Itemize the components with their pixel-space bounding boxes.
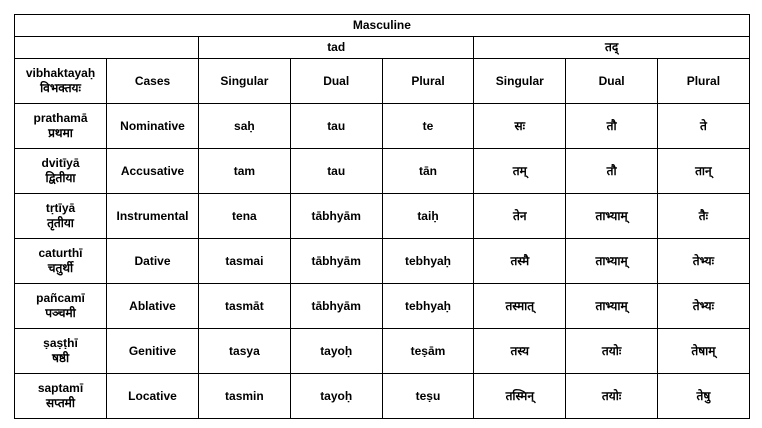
case-name-cell: Accusative bbox=[107, 149, 199, 194]
vibhakti-iast: dvitīyā bbox=[41, 156, 80, 170]
title-row bbox=[15, 15, 750, 37]
plural-header-deva: Plural bbox=[657, 59, 749, 104]
vibhakti-cell bbox=[15, 149, 107, 194]
dual-deva-cell: ताभ्याम् bbox=[566, 284, 658, 329]
plural-deva-cell: तेषु bbox=[657, 374, 749, 419]
table-row bbox=[15, 104, 750, 149]
case-name-cell: Dative bbox=[107, 239, 199, 284]
plural-deva-cell: ते bbox=[657, 104, 749, 149]
dual-deva-cell: तयोः bbox=[566, 374, 658, 419]
singular-deva-cell: तस्मिन् bbox=[474, 374, 566, 419]
dual-header-iast: Dual bbox=[290, 59, 382, 104]
empty-cell bbox=[15, 37, 199, 59]
table-row bbox=[15, 149, 750, 194]
vibhakti-iast: prathamā bbox=[33, 111, 88, 125]
plural-iast-cell: taiḥ bbox=[382, 194, 474, 239]
singular-deva-cell: तम् bbox=[474, 149, 566, 194]
plural-iast-cell: tebhyaḥ bbox=[382, 239, 474, 284]
dual-iast-cell: tau bbox=[290, 149, 382, 194]
group-iast-header: tad bbox=[199, 37, 474, 59]
dual-deva-cell: तयोः bbox=[566, 329, 658, 374]
vibhakti-iast: saptamī bbox=[37, 381, 84, 395]
singular-header-iast: Singular bbox=[199, 59, 291, 104]
vibhakti-iast: pañcamī bbox=[36, 291, 85, 305]
vibhakti-iast: tṛtīyā bbox=[45, 201, 76, 215]
plural-iast-cell: tān bbox=[382, 149, 474, 194]
vibhakti-cell bbox=[15, 329, 107, 374]
singular-deva-cell: तस्य bbox=[474, 329, 566, 374]
group-deva-header: तद् bbox=[474, 37, 749, 59]
dual-iast-cell: tābhyām bbox=[290, 284, 382, 329]
table-row bbox=[15, 194, 750, 239]
singular-deva-cell: तेन bbox=[474, 194, 566, 239]
singular-iast-cell: saḥ bbox=[199, 104, 291, 149]
dual-iast-cell: tābhyām bbox=[290, 194, 382, 239]
dual-deva-cell: ताभ्याम् bbox=[566, 239, 658, 284]
dual-header-deva: Dual bbox=[566, 59, 658, 104]
cases-header: Cases bbox=[107, 59, 199, 104]
table-row bbox=[15, 284, 750, 329]
vibhakti-header bbox=[15, 59, 107, 104]
dual-deva-cell: ताभ्याम् bbox=[566, 194, 658, 239]
dual-iast-cell: tābhyām bbox=[290, 239, 382, 284]
vibhakti-header-iast: vibhaktayaḥ bbox=[25, 66, 96, 80]
vibhakti-cell bbox=[15, 284, 107, 329]
vibhakti-deva: पञ्चमी bbox=[45, 306, 76, 320]
singular-iast-cell: tena bbox=[199, 194, 291, 239]
singular-iast-cell: tasmāt bbox=[199, 284, 291, 329]
vibhakti-deva: सप्तमी bbox=[46, 396, 75, 410]
case-name-cell: Locative bbox=[107, 374, 199, 419]
table-row bbox=[15, 374, 750, 419]
dual-deva-cell: तौ bbox=[566, 104, 658, 149]
vibhakti-cell bbox=[15, 104, 107, 149]
vibhakti-cell bbox=[15, 194, 107, 239]
dual-deva-cell: तौ bbox=[566, 149, 658, 194]
table-row bbox=[15, 239, 750, 284]
plural-deva-cell: तेभ्यः bbox=[657, 239, 749, 284]
vibhakti-header-deva: विभक्तयः bbox=[40, 81, 81, 95]
case-name-cell: Ablative bbox=[107, 284, 199, 329]
case-name-cell: Nominative bbox=[107, 104, 199, 149]
dual-iast-cell: tayoḥ bbox=[290, 329, 382, 374]
plural-header-iast: Plural bbox=[382, 59, 474, 104]
plural-deva-cell: तैः bbox=[657, 194, 749, 239]
declension-table bbox=[14, 14, 750, 419]
plural-deva-cell: तेभ्यः bbox=[657, 284, 749, 329]
vibhakti-cell bbox=[15, 374, 107, 419]
singular-iast-cell: tasya bbox=[199, 329, 291, 374]
vibhakti-iast: caturthī bbox=[38, 246, 83, 260]
singular-iast-cell: tasmin bbox=[199, 374, 291, 419]
header-row bbox=[15, 59, 750, 104]
table-row bbox=[15, 329, 750, 374]
plural-iast-cell: tebhyaḥ bbox=[382, 284, 474, 329]
singular-iast-cell: tam bbox=[199, 149, 291, 194]
table-title: Masculine bbox=[15, 15, 750, 37]
vibhakti-deva: प्रथमा bbox=[48, 126, 73, 140]
dual-iast-cell: tau bbox=[290, 104, 382, 149]
vibhakti-deva: द्वितीया bbox=[45, 171, 76, 185]
singular-deva-cell: तस्मै bbox=[474, 239, 566, 284]
vibhakti-iast: ṣaṣṭhī bbox=[43, 336, 78, 350]
singular-deva-cell: तस्मात् bbox=[474, 284, 566, 329]
vibhakti-cell bbox=[15, 239, 107, 284]
vibhakti-deva: चतुर्थी bbox=[47, 261, 74, 275]
group-row bbox=[15, 37, 750, 59]
plural-iast-cell: te bbox=[382, 104, 474, 149]
plural-iast-cell: teṣu bbox=[382, 374, 474, 419]
singular-deva-cell: सः bbox=[474, 104, 566, 149]
plural-deva-cell: तान् bbox=[657, 149, 749, 194]
singular-header-deva: Singular bbox=[474, 59, 566, 104]
plural-deva-cell: तेषाम् bbox=[657, 329, 749, 374]
vibhakti-deva: षष्ठी bbox=[51, 351, 70, 365]
plural-iast-cell: teṣām bbox=[382, 329, 474, 374]
case-name-cell: Instrumental bbox=[107, 194, 199, 239]
case-name-cell: Genitive bbox=[107, 329, 199, 374]
singular-iast-cell: tasmai bbox=[199, 239, 291, 284]
vibhakti-deva: तृतीया bbox=[47, 216, 74, 230]
dual-iast-cell: tayoḥ bbox=[290, 374, 382, 419]
